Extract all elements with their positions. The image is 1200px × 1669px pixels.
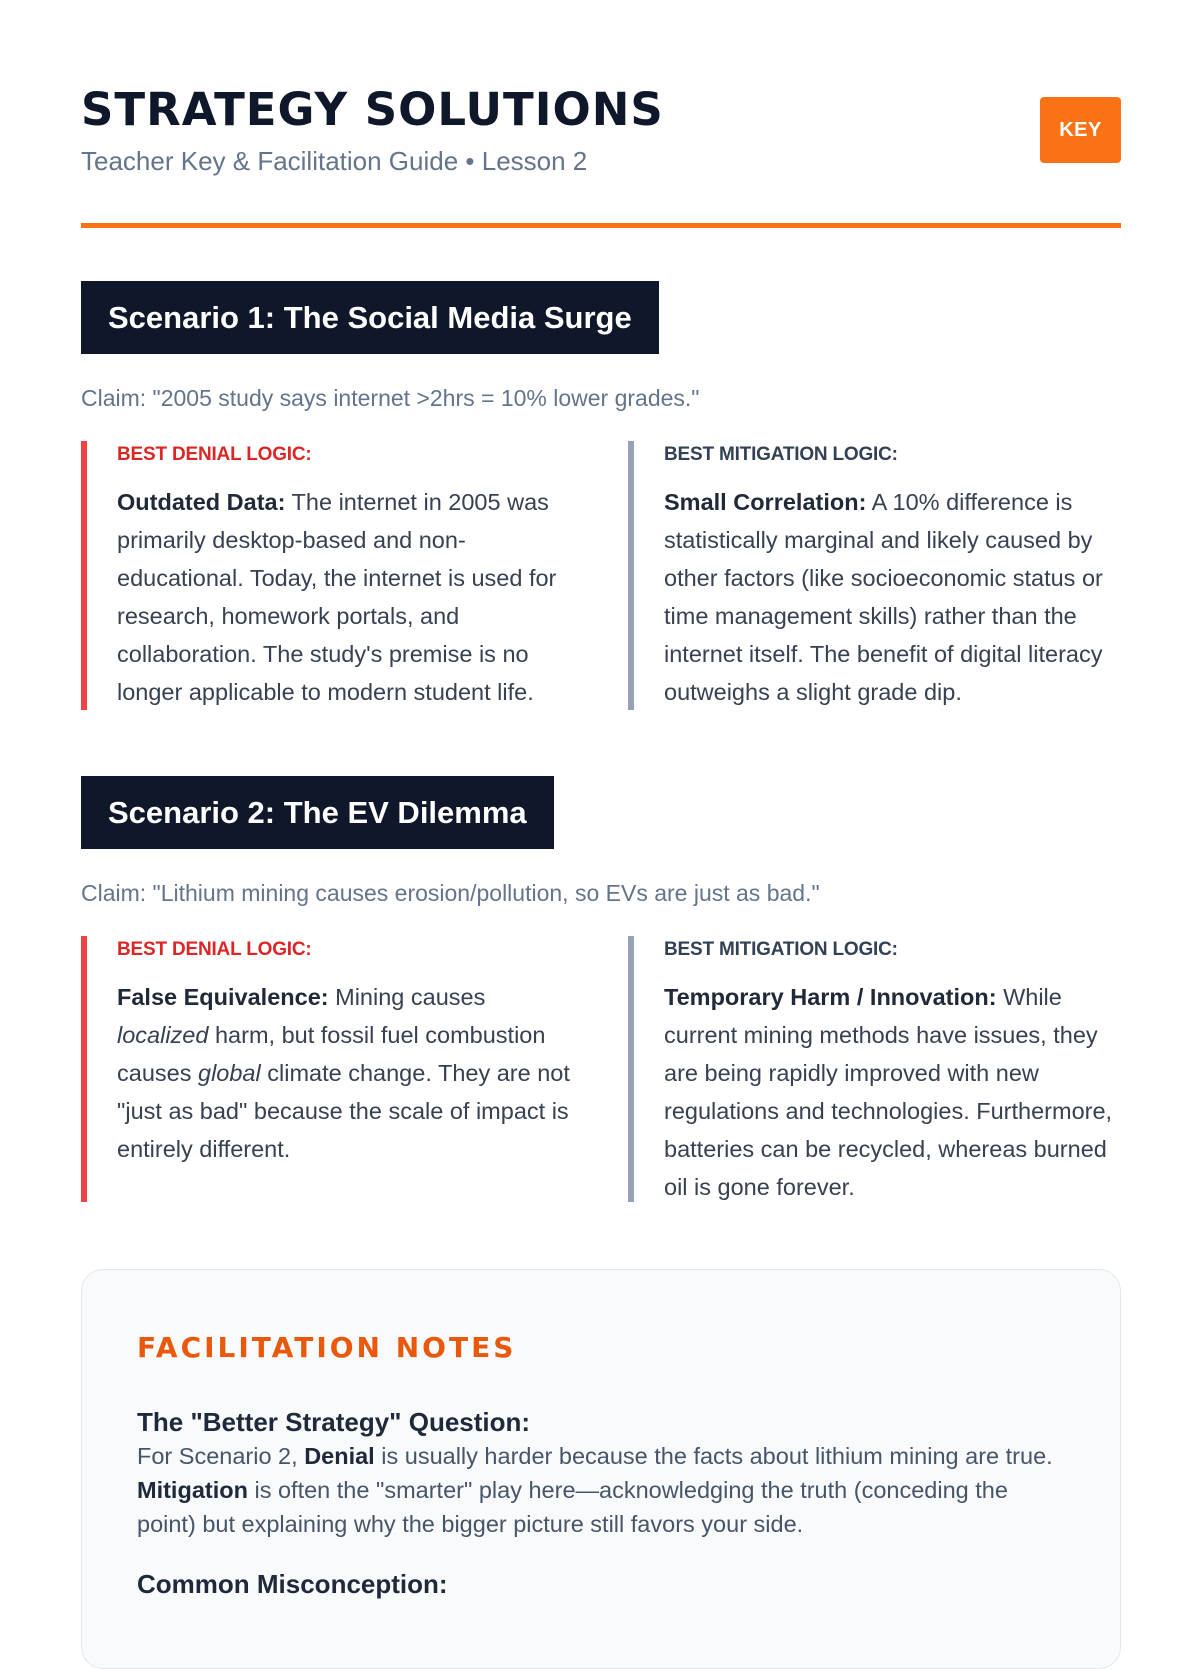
denial-text: False Equivalence: Mining causes localized harm, but fossil fuel combustion causes global climate change. They are not "just as bad" because the scale of impact is entirely different.: [117, 984, 570, 1162]
mitigation-label: BEST MITIGATION LOGIC:: [664, 939, 898, 960]
scenario-2-claim: Claim: "Lithium mining causes erosion/pollution, so EVs are just as bad.": [81, 880, 820, 906]
note-heading-common-misconception: Common Misconception:: [137, 1569, 448, 1599]
page-header: [81, 0, 1121, 228]
mitigation-lead: Small Correlation:: [664, 489, 867, 515]
scenario-2-heading: Scenario 2: The EV Dilemma: [81, 776, 554, 849]
denial-lead: Outdated Data:: [117, 489, 286, 515]
denial-lead: False Equivalence:: [117, 984, 329, 1010]
page-title: STRATEGY SOLUTIONS: [81, 83, 664, 136]
scenario-1-claim: Claim: "2005 study says internet >2hrs = 10% lower grades.": [81, 385, 700, 411]
scenario-1-mitigation-block: [628, 441, 1121, 710]
scenario-2-mitigation-block: [628, 936, 1121, 1202]
scenario-2-denial-block: [81, 936, 581, 1202]
page-subtitle: Teacher Key & Facilitation Guide • Lesson 2: [81, 146, 588, 176]
teacher-key-page: [81, 0, 1121, 1599]
denial-label: BEST DENIAL LOGIC:: [117, 444, 312, 465]
mitigation-label: BEST MITIGATION LOGIC:: [664, 444, 898, 465]
denial-text: Outdated Data: The internet in 2005 was primarily desktop-based and non-educational. Today, the internet is used for research, homework portals, and collaboration. The study's premise is no longer applicable to modern student life.: [117, 489, 557, 705]
facilitation-notes-title: FACILITATION NOTES: [137, 1331, 517, 1364]
mitigation-text: Small Correlation: A 10% difference is statistically marginal and likely caused by other factors (like socioeconomic status or time management skills) rather than the internet itself. The benefit of digital literacy outweighs a slight grade dip.: [664, 489, 1103, 705]
scenario-1-denial-block: [81, 441, 581, 710]
mitigation-text: Temporary Harm / Innovation: While current mining methods have issues, they are being rapidly improved with new regulations and technologies. Furthermore, batteries can be recycled, whereas burned oil is gone forever.: [664, 984, 1113, 1200]
note-text-better-strategy: For Scenario 2, Denial is usually harder because the facts about lithium mining are true. Mitigation is often the "smarter" play here—acknowledging the truth (conceding the point) but explaining why the bigger picture still favors your side.: [137, 1443, 1053, 1537]
scenario-1-heading: Scenario 1: The Social Media Surge: [81, 281, 659, 354]
mitigation-lead: Temporary Harm / Innovation:: [664, 984, 997, 1010]
key-badge: KEY: [1040, 97, 1121, 163]
facilitation-notes-panel: [81, 1269, 1121, 1669]
note-heading-better-strategy: The "Better Strategy" Question:: [137, 1407, 531, 1437]
denial-label: BEST DENIAL LOGIC:: [117, 939, 312, 960]
